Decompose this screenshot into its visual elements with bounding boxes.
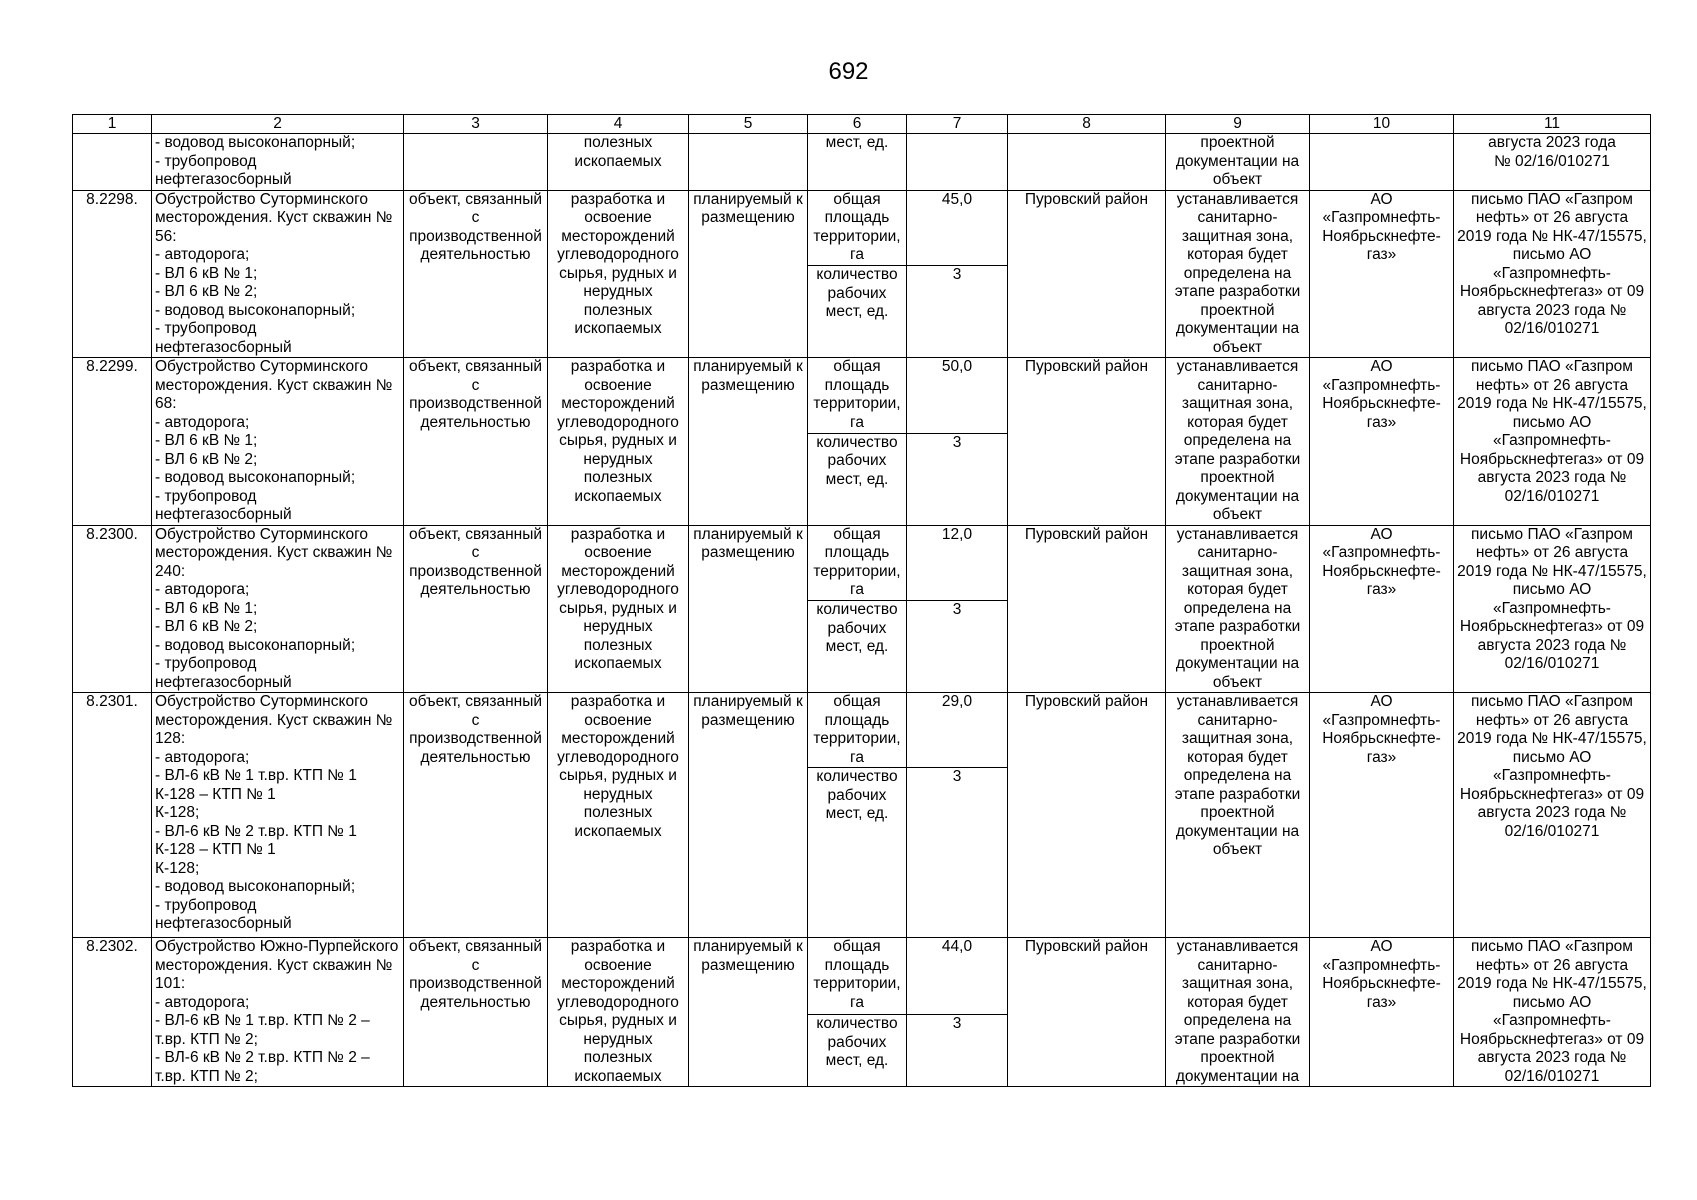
object-type: объект, связанный с производственной деятельностью: [404, 938, 548, 1087]
param-area-value: 45,0: [907, 190, 1008, 266]
source-document: письмо ПАО «Газпром нефть» от 26 августа 2019 года № НК-47/15575, письмо АО «Газпромнефть-Ноябрьскнефтегаз» от 09 августа 2023 года № 02/16/010271: [1454, 190, 1651, 358]
source-document: письмо ПАО «Газпром нефть» от 26 августа 2019 года № НК-47/15575, письмо АО «Газпромнефть-Ноябрьскнефтегаз» от 09 августа 2023 года № 02/16/010271: [1454, 938, 1651, 1087]
object-name: Обустройство Суторминского месторождения. Куст скважин № 68: - автодорога; - ВЛ 6 кВ № 1; - ВЛ 6 кВ № 2; - водовод высоконапорный; - трубопровод нефтегазосборный: [152, 358, 404, 526]
continuation-row: [73, 134, 1651, 191]
object-status: планируемый к размещению: [689, 358, 808, 526]
param-area-label: общая площадь территории, га: [808, 938, 907, 1015]
protection-zone: устанавливается санитарно-защитная зона, которая будет определена на этапе разработки проектной документации на объект: [1166, 693, 1310, 938]
object-purpose: разработка и освоение месторождений углеводородного сырья, рудных и нерудных полезных ископаемых: [548, 693, 689, 938]
organization: АО «Газпромнефть-Ноябрьскнефте-газ»: [1310, 190, 1454, 358]
object-type: объект, связанный с производственной деятельностью: [404, 525, 548, 693]
column-header: 10: [1310, 115, 1454, 134]
organization: АО «Газпромнефть-Ноябрьскнефте-газ»: [1310, 938, 1454, 1087]
column-header: 1: [73, 115, 152, 134]
column-header: 3: [404, 115, 548, 134]
param-jobs-label: количество рабочих мест, ед.: [808, 768, 907, 938]
continuation-param: мест, ед.: [808, 134, 907, 191]
source-document: письмо ПАО «Газпром нефть» от 26 августа 2019 года № НК-47/15575, письмо АО «Газпромнефть-Ноябрьскнефтегаз» от 09 августа 2023 года № 02/16/010271: [1454, 358, 1651, 526]
organization: АО «Газпромнефть-Ноябрьскнефте-газ»: [1310, 693, 1454, 938]
param-area-label: общая площадь территории, га: [808, 693, 907, 768]
continuation-status: [689, 134, 808, 191]
param-jobs-label: количество рабочих мест, ед.: [808, 1015, 907, 1087]
param-area-value: 50,0: [907, 358, 1008, 434]
continuation-source: августа 2023 года № 02/16/010271: [1454, 134, 1651, 191]
table-row: [73, 358, 1651, 434]
param-jobs-value: 3: [907, 1015, 1008, 1087]
object-status: планируемый к размещению: [689, 525, 808, 693]
object-location: Пуровский район: [1008, 938, 1166, 1087]
protection-zone: устанавливается санитарно-защитная зона, которая будет определена на этапе разработки проектной документации на объект: [1166, 190, 1310, 358]
param-area-value: 29,0: [907, 693, 1008, 768]
continuation-num: [73, 134, 152, 191]
object-type: объект, связанный с производственной деятельностью: [404, 693, 548, 938]
object-location: Пуровский район: [1008, 525, 1166, 693]
row-number: 8.2299.: [73, 358, 152, 526]
param-area-label: общая площадь территории, га: [808, 190, 907, 266]
column-numbers-row: [73, 115, 1651, 134]
object-name: Обустройство Суторминского месторождения. Куст скважин № 128: - автодорога; - ВЛ-6 кВ № 1 т.вр. КТП № 1 К-128 – КТП № 1 К-128; - ВЛ-6 кВ № 2 т.вр. КТП № 1 К-128 – КТП № 1 К-128; - водовод высоконапорный; - трубопровод нефтегазосборный: [152, 693, 404, 938]
param-jobs-label: количество рабочих мест, ед.: [808, 433, 907, 525]
table-row: [73, 693, 1651, 768]
protection-zone: устанавливается санитарно-защитная зона, которая будет определена на этапе разработки проектной документации на: [1166, 938, 1310, 1087]
object-name: Обустройство Южно-Пурпейского месторождения. Куст скважин № 101: - автодорога; - ВЛ-6 кВ № 1 т.вр. КТП № 2 – т.вр. КТП № 2; - ВЛ-6 кВ № 2 т.вр. КТП № 2 – т.вр. КТП № 2;: [152, 938, 404, 1087]
continuation-type: [404, 134, 548, 191]
object-name: Обустройство Суторминского месторождения. Куст скважин № 56: - автодорога; - ВЛ 6 кВ № 1; - ВЛ 6 кВ № 2; - водовод высоконапорный; - трубопровод нефтегазосборный: [152, 190, 404, 358]
continuation-zone: проектной документации на объект: [1166, 134, 1310, 191]
object-purpose: разработка и освоение месторождений углеводородного сырья, рудных и нерудных полезных ископаемых: [548, 358, 689, 526]
row-number: 8.2298.: [73, 190, 152, 358]
source-document: письмо ПАО «Газпром нефть» от 26 августа 2019 года № НК-47/15575, письмо АО «Газпромнефть-Ноябрьскнефтегаз» от 09 августа 2023 года № 02/16/010271: [1454, 525, 1651, 693]
continuation-value: [907, 134, 1008, 191]
param-jobs-value: 3: [907, 601, 1008, 693]
column-header: 7: [907, 115, 1008, 134]
param-area-label: общая площадь территории, га: [808, 525, 907, 601]
object-status: планируемый к размещению: [689, 693, 808, 938]
organization: АО «Газпромнефть-Ноябрьскнефте-газ»: [1310, 358, 1454, 526]
column-header: 9: [1166, 115, 1310, 134]
object-location: Пуровский район: [1008, 693, 1166, 938]
param-jobs-value: 3: [907, 768, 1008, 938]
object-purpose: разработка и освоение месторождений углеводородного сырья, рудных и нерудных полезных ископаемых: [548, 190, 689, 358]
table-row: [73, 938, 1651, 1015]
column-header: 2: [152, 115, 404, 134]
continuation-purpose: полезных ископаемых: [548, 134, 689, 191]
column-header: 11: [1454, 115, 1651, 134]
row-number: 8.2302.: [73, 938, 152, 1087]
table-row: [73, 190, 1651, 266]
source-document: письмо ПАО «Газпром нефть» от 26 августа 2019 года № НК-47/15575, письмо АО «Газпромнефть-Ноябрьскнефтегаз» от 09 августа 2023 года № 02/16/010271: [1454, 693, 1651, 938]
continuation-org: [1310, 134, 1454, 191]
object-type: объект, связанный с производственной деятельностью: [404, 190, 548, 358]
param-area-label: общая площадь территории, га: [808, 358, 907, 434]
row-number: 8.2300.: [73, 525, 152, 693]
column-header: 6: [808, 115, 907, 134]
object-purpose: разработка и освоение месторождений углеводородного сырья, рудных и нерудных полезных ископаемых: [548, 938, 689, 1087]
organization: АО «Газпромнефть-Ноябрьскнефте-газ»: [1310, 525, 1454, 693]
object-status: планируемый к размещению: [689, 938, 808, 1087]
table-row: [73, 525, 1651, 601]
column-header: 8: [1008, 115, 1166, 134]
protection-zone: устанавливается санитарно-защитная зона, которая будет определена на этапе разработки проектной документации на объект: [1166, 358, 1310, 526]
param-area-value: 44,0: [907, 938, 1008, 1015]
continuation-name: - водовод высоконапорный; - трубопровод нефтегазосборный: [152, 134, 404, 191]
param-jobs-value: 3: [907, 266, 1008, 358]
page-number: 692: [828, 58, 869, 85]
column-header: 5: [689, 115, 808, 134]
continuation-location: [1008, 134, 1166, 191]
param-jobs-label: количество рабочих мест, ед.: [808, 266, 907, 358]
param-jobs-label: количество рабочих мест, ед.: [808, 601, 907, 693]
param-area-value: 12,0: [907, 525, 1008, 601]
object-purpose: разработка и освоение месторождений углеводородного сырья, рудных и нерудных полезных ископаемых: [548, 525, 689, 693]
protection-zone: устанавливается санитарно-защитная зона, которая будет определена на этапе разработки проектной документации на объект: [1166, 525, 1310, 693]
column-header: 4: [548, 115, 689, 134]
object-type: объект, связанный с производственной деятельностью: [404, 358, 548, 526]
object-name: Обустройство Суторминского месторождения. Куст скважин № 240: - автодорога; - ВЛ 6 кВ № 1; - ВЛ 6 кВ № 2; - водовод высоконапорный; - трубопровод нефтегазосборный: [152, 525, 404, 693]
object-status: планируемый к размещению: [689, 190, 808, 358]
object-location: Пуровский район: [1008, 190, 1166, 358]
row-number: 8.2301.: [73, 693, 152, 938]
objects-table: [72, 114, 1651, 1087]
object-location: Пуровский район: [1008, 358, 1166, 526]
param-jobs-value: 3: [907, 433, 1008, 525]
